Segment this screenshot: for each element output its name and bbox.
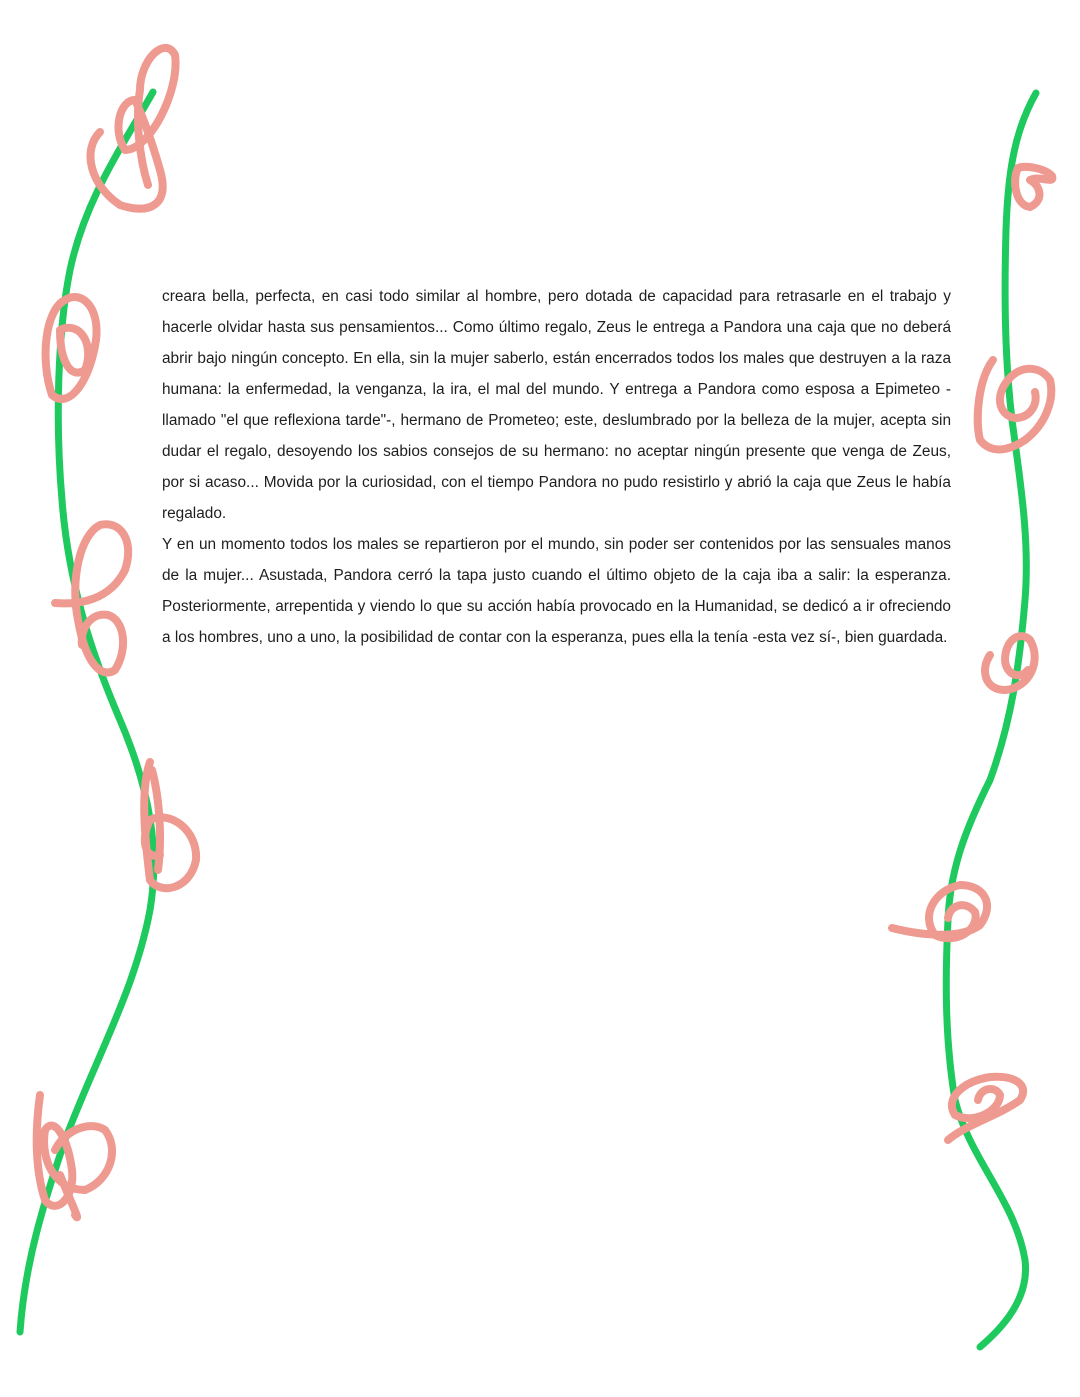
flower-icon (892, 885, 987, 938)
flower-icon (90, 48, 175, 209)
right-vine-stem-icon (946, 93, 1036, 1347)
flower-icon (37, 1095, 112, 1217)
document-body (162, 281, 951, 653)
flower-icon (1015, 167, 1052, 207)
flower-icon (985, 636, 1035, 690)
flower-icon (144, 762, 196, 888)
flower-icon (46, 297, 97, 399)
flower-icon (948, 1077, 1023, 1140)
flower-icon (55, 524, 128, 672)
paragraph: creara bella, perfecta, en casi todo similar al hombre, pero dotada de capacidad para retrasarle en el trabajo y hacerle olvidar hasta sus pensamientos... Como último regalo, Zeus le entrega a Pandora una caja que no deberá abrir bajo ningún concepto. En ella, sin la mujer saberlo, están encerrados todos los males que destruyen a la raza humana: la enfermedad, la venganza, la ira, el mal del mundo. Y entrega a Pandora como esposa a Epimeteo -llamado "el que reflexiona tarde"-, hermano de Prometeo; este, deslumbrado por la belleza de la mujer, acepta sin dudar el regalo, desoyendo los sabios consejos de su hermano: no aceptar ningún presente que venga de Zeus, por si acaso... Movida por la curiosidad, con el tiempo Pandora no pudo resistirlo y abrió la caja que Zeus le había regalado. (162, 288, 951, 522)
paragraph: Y en un momento todos los males se repartieron por el mundo, sin poder ser contenidos por las sensuales manos de la mujer... Asustada, Pandora cerró la tapa justo cuando el último objeto de la caja iba a salir: la esperanza. Posteriormente, arrepentida y viendo lo que su acción había provocado en la Humanidad, se dedicó a ir ofreciendo a los hombres, uno a uno, la posibilidad de contar con la esperanza, pues ella la tenía -esta vez sí-, bien guardada. (162, 536, 951, 646)
left-vine-stem-icon (20, 92, 154, 1332)
flower-icon (978, 360, 1052, 449)
